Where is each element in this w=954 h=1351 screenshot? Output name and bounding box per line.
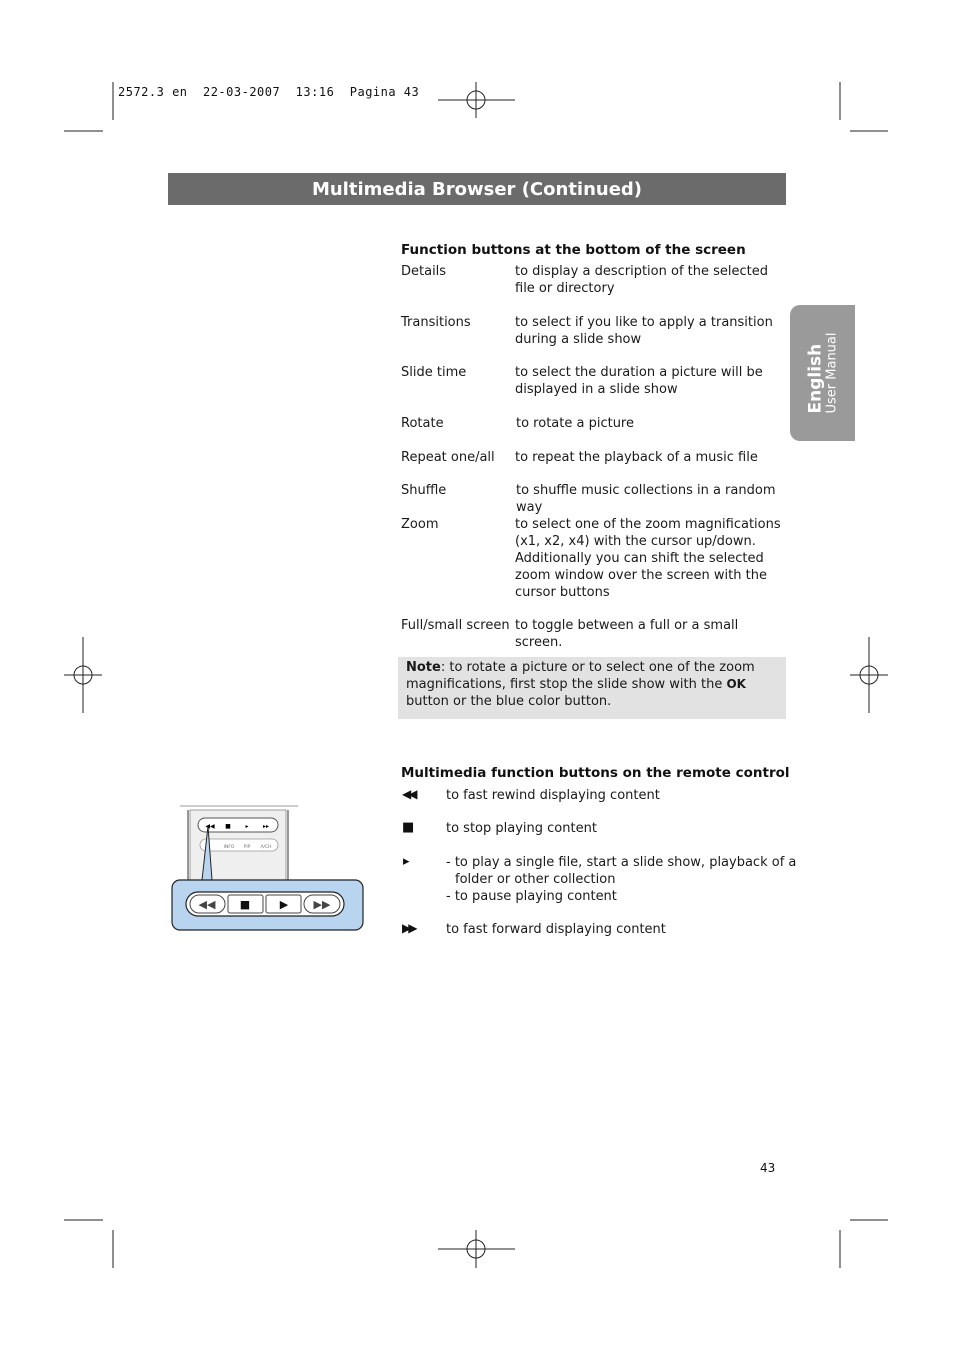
ok-key-label: OK bbox=[726, 677, 746, 691]
fast-forward-desc: to fast forward displaying content bbox=[446, 922, 666, 937]
desc-full-small: to toggle between a full or a small screen. bbox=[515, 618, 739, 650]
desc-slide-time: to select the duration a picture will be displayed in a slide show bbox=[515, 365, 763, 397]
term-slide-time: Slide time bbox=[401, 365, 467, 380]
remote-section-heading: Multimedia function buttons on the remote control bbox=[401, 765, 790, 781]
play-icon: ▸ bbox=[403, 854, 410, 869]
rewind-desc: to fast rewind displaying content bbox=[446, 788, 660, 803]
stop-desc: to stop playing content bbox=[446, 821, 597, 836]
remote-body bbox=[180, 806, 298, 880]
language-label: English bbox=[805, 343, 825, 414]
rewind-icon: ◀◀ bbox=[402, 787, 415, 801]
term-transitions: Transitions bbox=[401, 315, 471, 330]
page-number: 43 bbox=[760, 1161, 776, 1175]
note-text bbox=[406, 659, 784, 710]
term-full-small: Full/small screen bbox=[401, 618, 510, 633]
small-info-label: INFO bbox=[223, 845, 235, 850]
desc-zoom: to select one of the zoom magnifications (x1, x2, x4) with the cursor up/down. Additionally you can shift the selected zoom window over the screen with the cursor buttons bbox=[515, 517, 781, 600]
small-stop-label: ■ bbox=[225, 823, 231, 830]
pause-desc: - to pause playing content bbox=[446, 889, 617, 904]
play-desc-line1: - to play a single file, start a slide show, playback of a bbox=[446, 855, 797, 870]
print-mark: 2572.3 en 22-03-2007 13:16 Pagina 43 bbox=[118, 85, 420, 99]
large-ff-label: ▶▶ bbox=[313, 898, 331, 911]
desc-repeat: to repeat the playback of a music file bbox=[515, 450, 758, 465]
small-play-label: ▸ bbox=[245, 823, 249, 830]
page-title: Multimedia Browser (Continued) bbox=[168, 173, 786, 205]
fast-forward-icon: ▶▶ bbox=[402, 921, 415, 935]
note-body-1: : to rotate a picture or to select one of the zoom magnifications, first stop the slide show with the bbox=[406, 660, 755, 692]
term-rotate: Rotate bbox=[401, 416, 444, 431]
desc-details: to display a description of the selected file or directory bbox=[515, 264, 768, 296]
note-label: Note bbox=[406, 660, 441, 675]
small-pip-label: PIP bbox=[243, 845, 251, 850]
play-desc-line2: folder or other collection bbox=[455, 872, 616, 887]
remote-control-illustration bbox=[168, 790, 368, 935]
language-tab bbox=[790, 305, 855, 441]
small-ff-label: ▸▸ bbox=[262, 823, 270, 830]
note-body-2: button or the blue color button. bbox=[406, 694, 612, 709]
large-stop-label: ■ bbox=[239, 898, 251, 911]
large-rewind-label: ◀◀ bbox=[198, 898, 216, 911]
term-zoom: Zoom bbox=[401, 517, 439, 532]
term-details: Details bbox=[401, 264, 447, 279]
desc-shuffle: to shuffle music collections in a random way bbox=[516, 483, 776, 515]
function-section-heading: Function buttons at the bottom of the screen bbox=[401, 242, 746, 258]
small-ach-label: A/CH bbox=[260, 845, 272, 850]
small-rewind-label: ◀◀ bbox=[205, 823, 215, 830]
term-shuffle: Shuffle bbox=[401, 483, 447, 498]
stop-icon: ■ bbox=[402, 820, 415, 835]
term-repeat: Repeat one/all bbox=[401, 450, 495, 465]
desc-rotate: to rotate a picture bbox=[516, 416, 634, 431]
desc-transitions: to select if you like to apply a transition during a slide show bbox=[515, 315, 773, 347]
large-play-label: ▶ bbox=[279, 898, 289, 911]
manual-label: User Manual bbox=[824, 332, 839, 414]
